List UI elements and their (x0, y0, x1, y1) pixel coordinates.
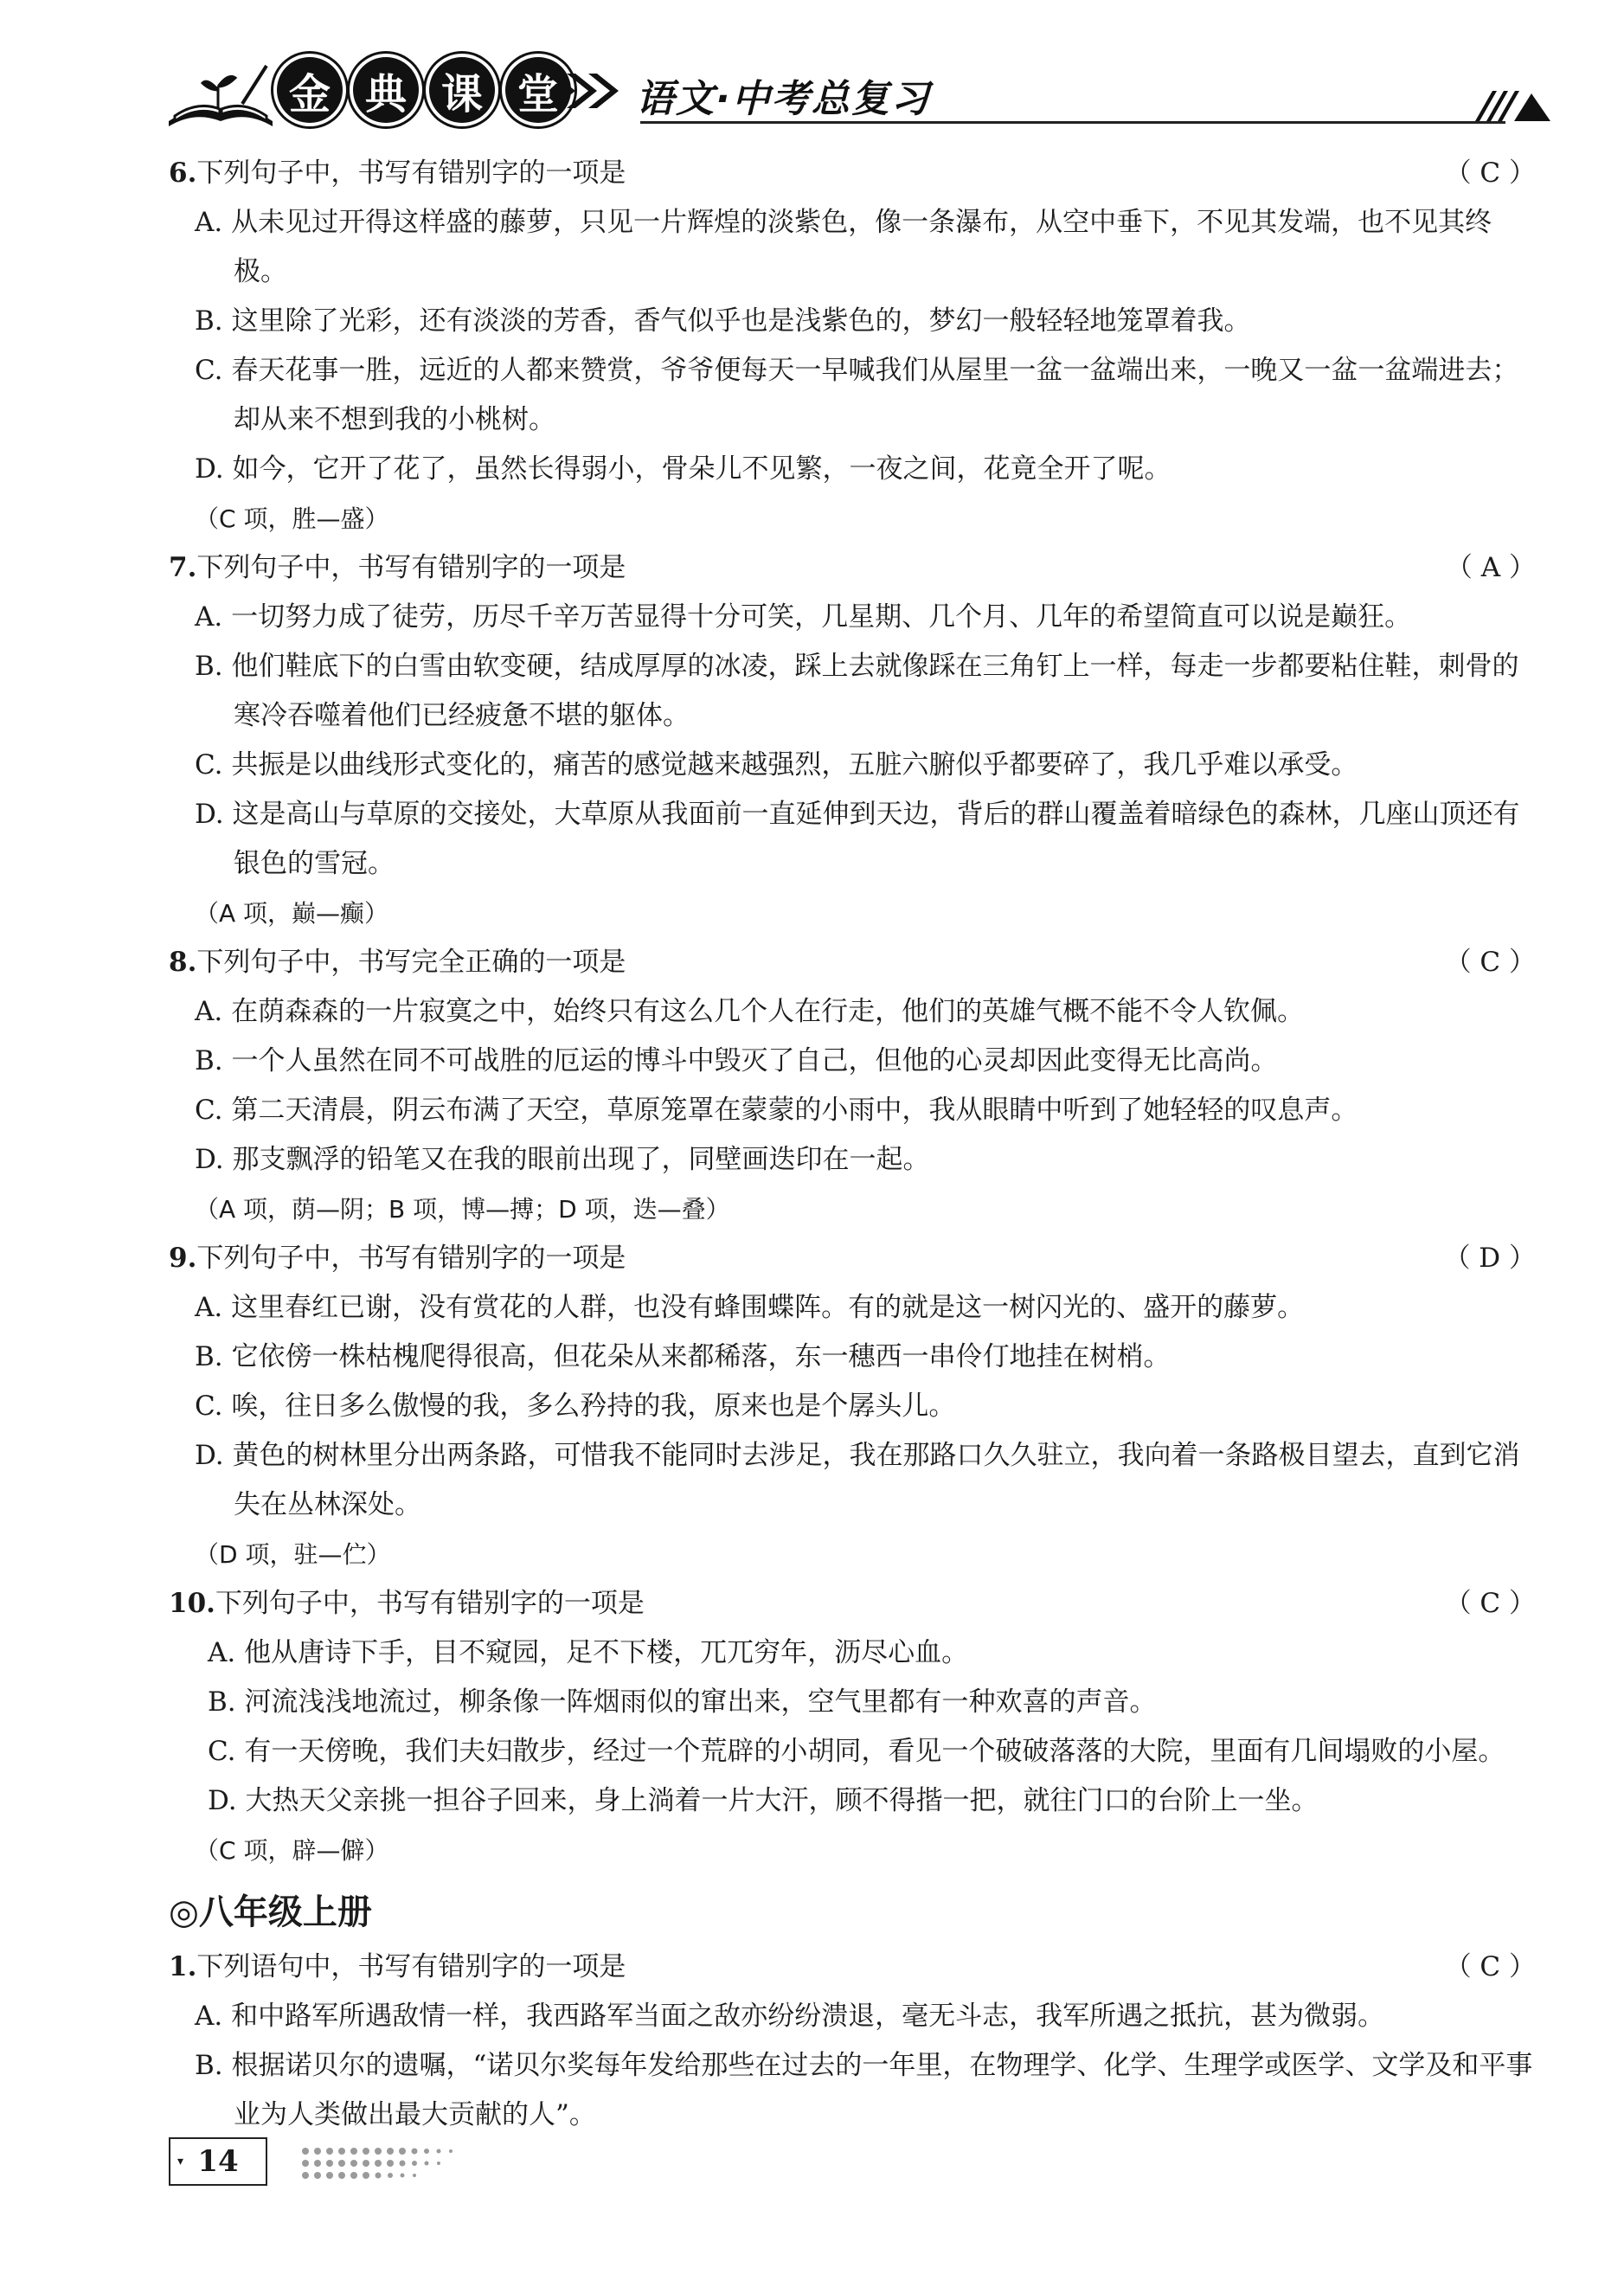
option-a: A. 这里春红已谢，没有赏花的人群，也没有蜂围蝶阵。有的就是这一树闪光的、盛开的藤萝。 (195, 1292, 1305, 1323)
question-number: 1. (169, 1951, 197, 1982)
corner-stripes-icon (1471, 87, 1553, 125)
brand-char-1: 金 (277, 57, 343, 123)
answer-note: （C 项，胜—盛） (195, 504, 389, 533)
option-c: C. 春天花事一胜，远近的人都来赞赏，爷爷便每天一早喊我们从屋里一盆一盆端出来，一晚又一盆一盆端进去；却从来不想到我的小桃树。 (195, 355, 1519, 435)
option-a: A. 在荫森森的一片寂寞之中，始终只有这么几个人在行走，他们的英雄气概不能不令人钦佩。 (195, 996, 1305, 1027)
open-book-icon (164, 61, 277, 130)
exercise-content (169, 149, 1536, 2140)
answer-note: （A 项，荫—阴；B 项，博—搏；D 项，迭—叠） (195, 1195, 730, 1224)
question-stem: 下列句子中，书写完全正确的一项是 (196, 947, 626, 978)
question-stem: 下列句子中，书写有错别字的一项是 (215, 1588, 645, 1619)
brand-logo (164, 52, 559, 130)
option-d: D. 这是高山与草原的交接处，大草原从我面前一直延伸到天边，背后的群山覆盖着暗绿色的森林，几座山顶还有银色的雪冠。 (195, 799, 1520, 879)
option-a: A. 和中路军所遇敌情一样，我西路军当面之敌亦纷纷溃退，毫无斗志，我军所遇之抵抗，甚为微弱。 (195, 2001, 1385, 2032)
question-7 (169, 543, 1536, 593)
option-b: B. 一个人虽然在同不可战胜的厄运的博斗中毁灭了自己，但他的心灵却因此变得无比高尚。 (195, 1045, 1278, 1076)
page-header (0, 0, 1624, 143)
question-number: 7. (169, 552, 197, 583)
question-9 (169, 1234, 1536, 1283)
option-b: B. 他们鞋底下的白雪由软变硬，结成厚厚的冰凌，踩上去就像踩在三角钉上一样，每走一步都要粘住鞋，刺骨的寒冷吞噬着他们已经疲惫不堪的躯体。 (195, 651, 1519, 731)
option-d: D. 那支飘浮的铅笔又在我的眼前出现了，同壁画迭印在一起。 (195, 1144, 930, 1175)
option-d: D. 大热天父亲挑一担谷子回来，身上淌着一片大汗，顾不得揩一把，就往门口的台阶上一坐。 (208, 1785, 1319, 1816)
question-8 (169, 938, 1536, 987)
page-number: 14 (197, 2144, 239, 2179)
option-b: B. 河流浅浅地流过，柳条像一阵烟雨似的窜出来，空气里都有一种欢喜的声音。 (208, 1686, 1157, 1718)
question-number: 9. (169, 1243, 197, 1274)
question-number: 8. (169, 947, 197, 978)
triangle-marker-icon: ▾ (177, 2155, 184, 2168)
subject-title: 语文·中考总复习 (636, 77, 931, 121)
question-stem: 下列句子中，书写有错别字的一项是 (196, 157, 626, 189)
question-10 (169, 1579, 1536, 1629)
section-question-1 (169, 1943, 1536, 1992)
brand-char-3: 课 (429, 57, 495, 123)
answer: （ D ） (1443, 1243, 1536, 1274)
option-a: A. 从未见过开得这样盛的藤萝，只见一片辉煌的淡紫色，像一条瀑布，从空中垂下，不见其发端，也不见其终极。 (195, 207, 1492, 287)
question-stem: 下列句子中，书写有错别字的一项是 (196, 552, 626, 583)
page-number-box (169, 2137, 267, 2186)
question-number: 10. (169, 1588, 215, 1619)
answer: （ C ） (1444, 1588, 1536, 1619)
answer-note: （D 项，驻—伫） (195, 1540, 391, 1569)
answer: （ C ） (1444, 157, 1536, 189)
question-number: 6. (169, 157, 197, 189)
answer: （ C ） (1444, 1951, 1536, 1982)
answer: （ A ） (1445, 552, 1536, 583)
double-chevron-icon (545, 69, 623, 112)
brand-char-4: 堂 (505, 57, 571, 123)
option-b: B. 它依傍一株枯槐爬得很高，但花朵从来都稀落，东一穗西一串伶仃地挂在树梢。 (195, 1341, 1171, 1372)
option-d: D. 如今，它开了花了，虽然长得弱小，骨朵儿不见繁，一夜之间，花竟全开了呢。 (195, 453, 1171, 485)
question-stem: 下列句子中，书写有错别字的一项是 (196, 1243, 626, 1274)
brand-char-2: 典 (353, 57, 419, 123)
header-divider (640, 121, 1505, 124)
question-6 (169, 149, 1536, 198)
option-c: C. 共振是以曲线形式变化的，痛苦的感觉越来越强烈，五脏六腑似乎都要碎了，我几乎难以承受。 (195, 749, 1358, 781)
option-c: C. 有一天傍晚，我们夫妇散步，经过一个荒辟的小胡同，看见一个破破落落的大院，里面有几间塌败的小屋。 (208, 1736, 1505, 1767)
section-heading: ◎八年级上册 (169, 1892, 372, 1932)
option-b: B. 这里除了光彩，还有淡淡的芳香，香气似乎也是浅紫色的，梦幻一般轻轻地笼罩着我。 (195, 305, 1251, 337)
answer-note: （C 项，辟—僻） (195, 1836, 389, 1865)
option-c: C. 第二天清晨，阴云布满了天空，草原笼罩在蒙蒙的小雨中，我从眼睛中听到了她轻轻的叹息声。 (195, 1095, 1358, 1126)
option-a: A. 他从唐诗下手，目不窥园，足不下楼，兀兀穷年，沥尽心血。 (208, 1637, 969, 1668)
option-d: D. 黄色的树林里分出两条路，可惜我不能同时去涉足，我在那路口久久驻立，我向着一条路极目望去，直到它消失在丛林深处。 (195, 1440, 1520, 1520)
question-stem: 下列语句中，书写有错别字的一项是 (196, 1951, 626, 1982)
dot-pattern-decoration (298, 2144, 558, 2182)
page-footer (169, 2137, 688, 2198)
option-a: A. 一切努力成了徒劳，历尽千辛万苦显得十分可笑，几星期、几个月、几年的希望简直可以说是巅狂。 (195, 601, 1412, 633)
option-b: B. 根据诺贝尔的遗嘱，“诺贝尔奖每年发给那些在过去的一年里，在物理学、化学、生理学或医学、文学及和平事业为人类做出最大贡献的人”。 (195, 2050, 1533, 2130)
answer-note: （A 项，巅—癫） (195, 899, 389, 928)
answer: （ C ） (1444, 947, 1536, 978)
option-c: C. 唉，往日多么傲慢的我，多么矜持的我，原来也是个孱头儿。 (195, 1391, 956, 1422)
